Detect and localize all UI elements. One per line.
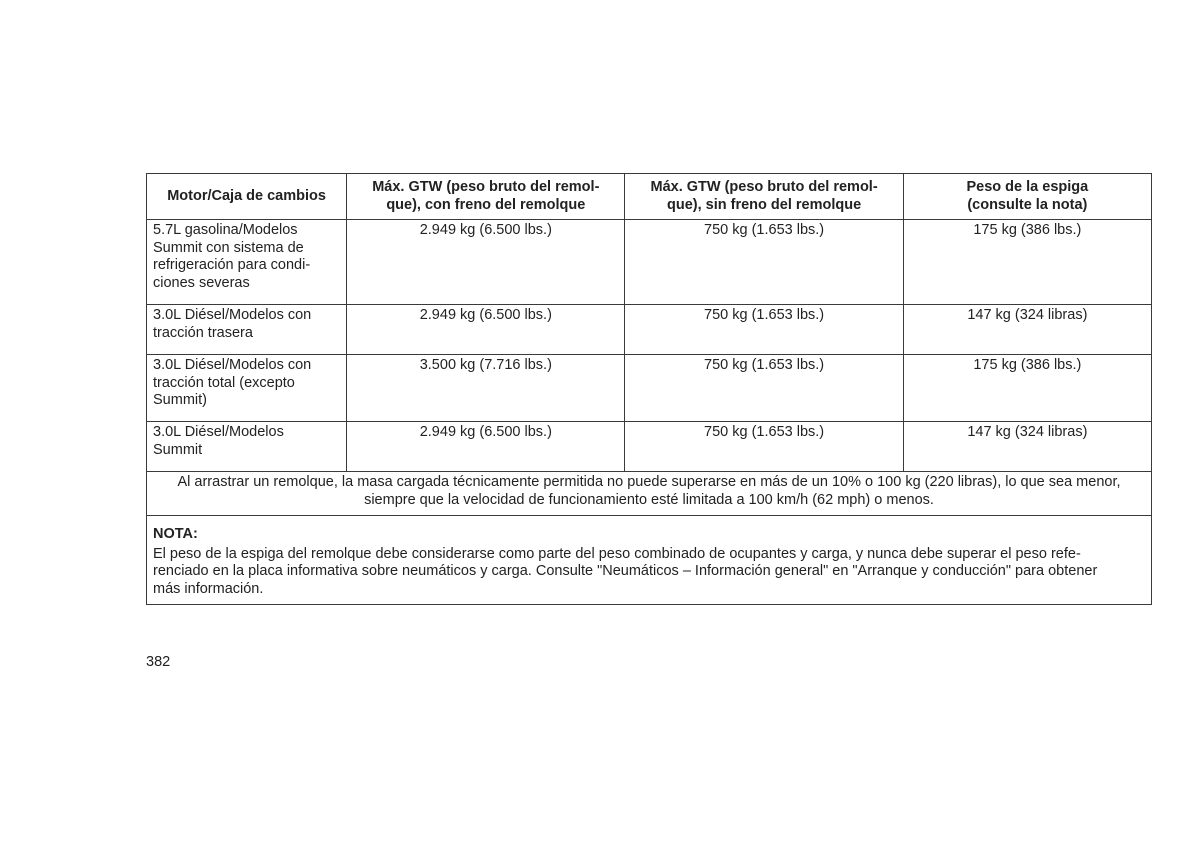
without-brake-cell: 750 kg (1.653 lbs.) [625,355,903,422]
table-row [147,422,1152,472]
motor-cell: 3.0L Diésel/Modelos con tracción trasera [147,305,347,355]
header-gtw-without-brake: Máx. GTW (peso bruto del remol- que), sin freno del remolque [625,174,903,220]
motor-cell: 3.0L Diésel/Modelos Summit [147,422,347,472]
with-brake-cell: 2.949 kg (6.500 lbs.) [347,305,625,355]
tongue-weight-cell: 147 kg (324 libras) [903,422,1151,472]
motor-cell: 5.7L gasolina/Modelos Summit con sistema de refrigeración para condi- ciones severas [147,220,347,305]
page-number: 382 [146,654,171,670]
table-row [147,305,1152,355]
tongue-weight-cell: 175 kg (386 lbs.) [903,355,1151,422]
footnote-cell: Al arrastrar un remolque, la masa cargada técnicamente permitida no puede superarse en más de un 10% o 100 kg (220 libras), lo que sea menor, siempre que la velocidad de funcionamiento esté limitada a 100 km/h (62 mph) o menos. [147,472,1152,516]
nota-row [147,516,1152,605]
table-row [147,355,1152,422]
with-brake-cell: 3.500 kg (7.716 lbs.) [347,355,625,422]
table-header-row [147,174,1152,220]
nota-text: El peso de la espiga del remolque debe considerarse como parte del peso combinado de ocupantes y carga, y nunca debe superar el peso refe- renciado en la placa informativa sobre neumáticos y carga. Consulte "Neumáticos – Información general" en "Arranque y conducción" para obtener más información. [153,545,1098,597]
with-brake-cell: 2.949 kg (6.500 lbs.) [347,220,625,305]
header-motor: Motor/Caja de cambios [147,174,347,220]
nota-title: NOTA: [153,526,198,542]
header-tongue-weight: Peso de la espiga (consulte la nota) [903,174,1151,220]
motor-cell: 3.0L Diésel/Modelos con tracción total (excepto Summit) [147,355,347,422]
header-gtw-with-brake: Máx. GTW (peso bruto del remol- que), con freno del remolque [347,174,625,220]
nota-cell [147,516,1152,605]
footnote-row [147,472,1152,516]
without-brake-cell: 750 kg (1.653 lbs.) [625,422,903,472]
without-brake-cell: 750 kg (1.653 lbs.) [625,305,903,355]
tongue-weight-cell: 175 kg (386 lbs.) [903,220,1151,305]
table-row [147,220,1152,305]
with-brake-cell: 2.949 kg (6.500 lbs.) [347,422,625,472]
towing-spec-table [146,173,1152,605]
tongue-weight-cell: 147 kg (324 libras) [903,305,1151,355]
without-brake-cell: 750 kg (1.653 lbs.) [625,220,903,305]
